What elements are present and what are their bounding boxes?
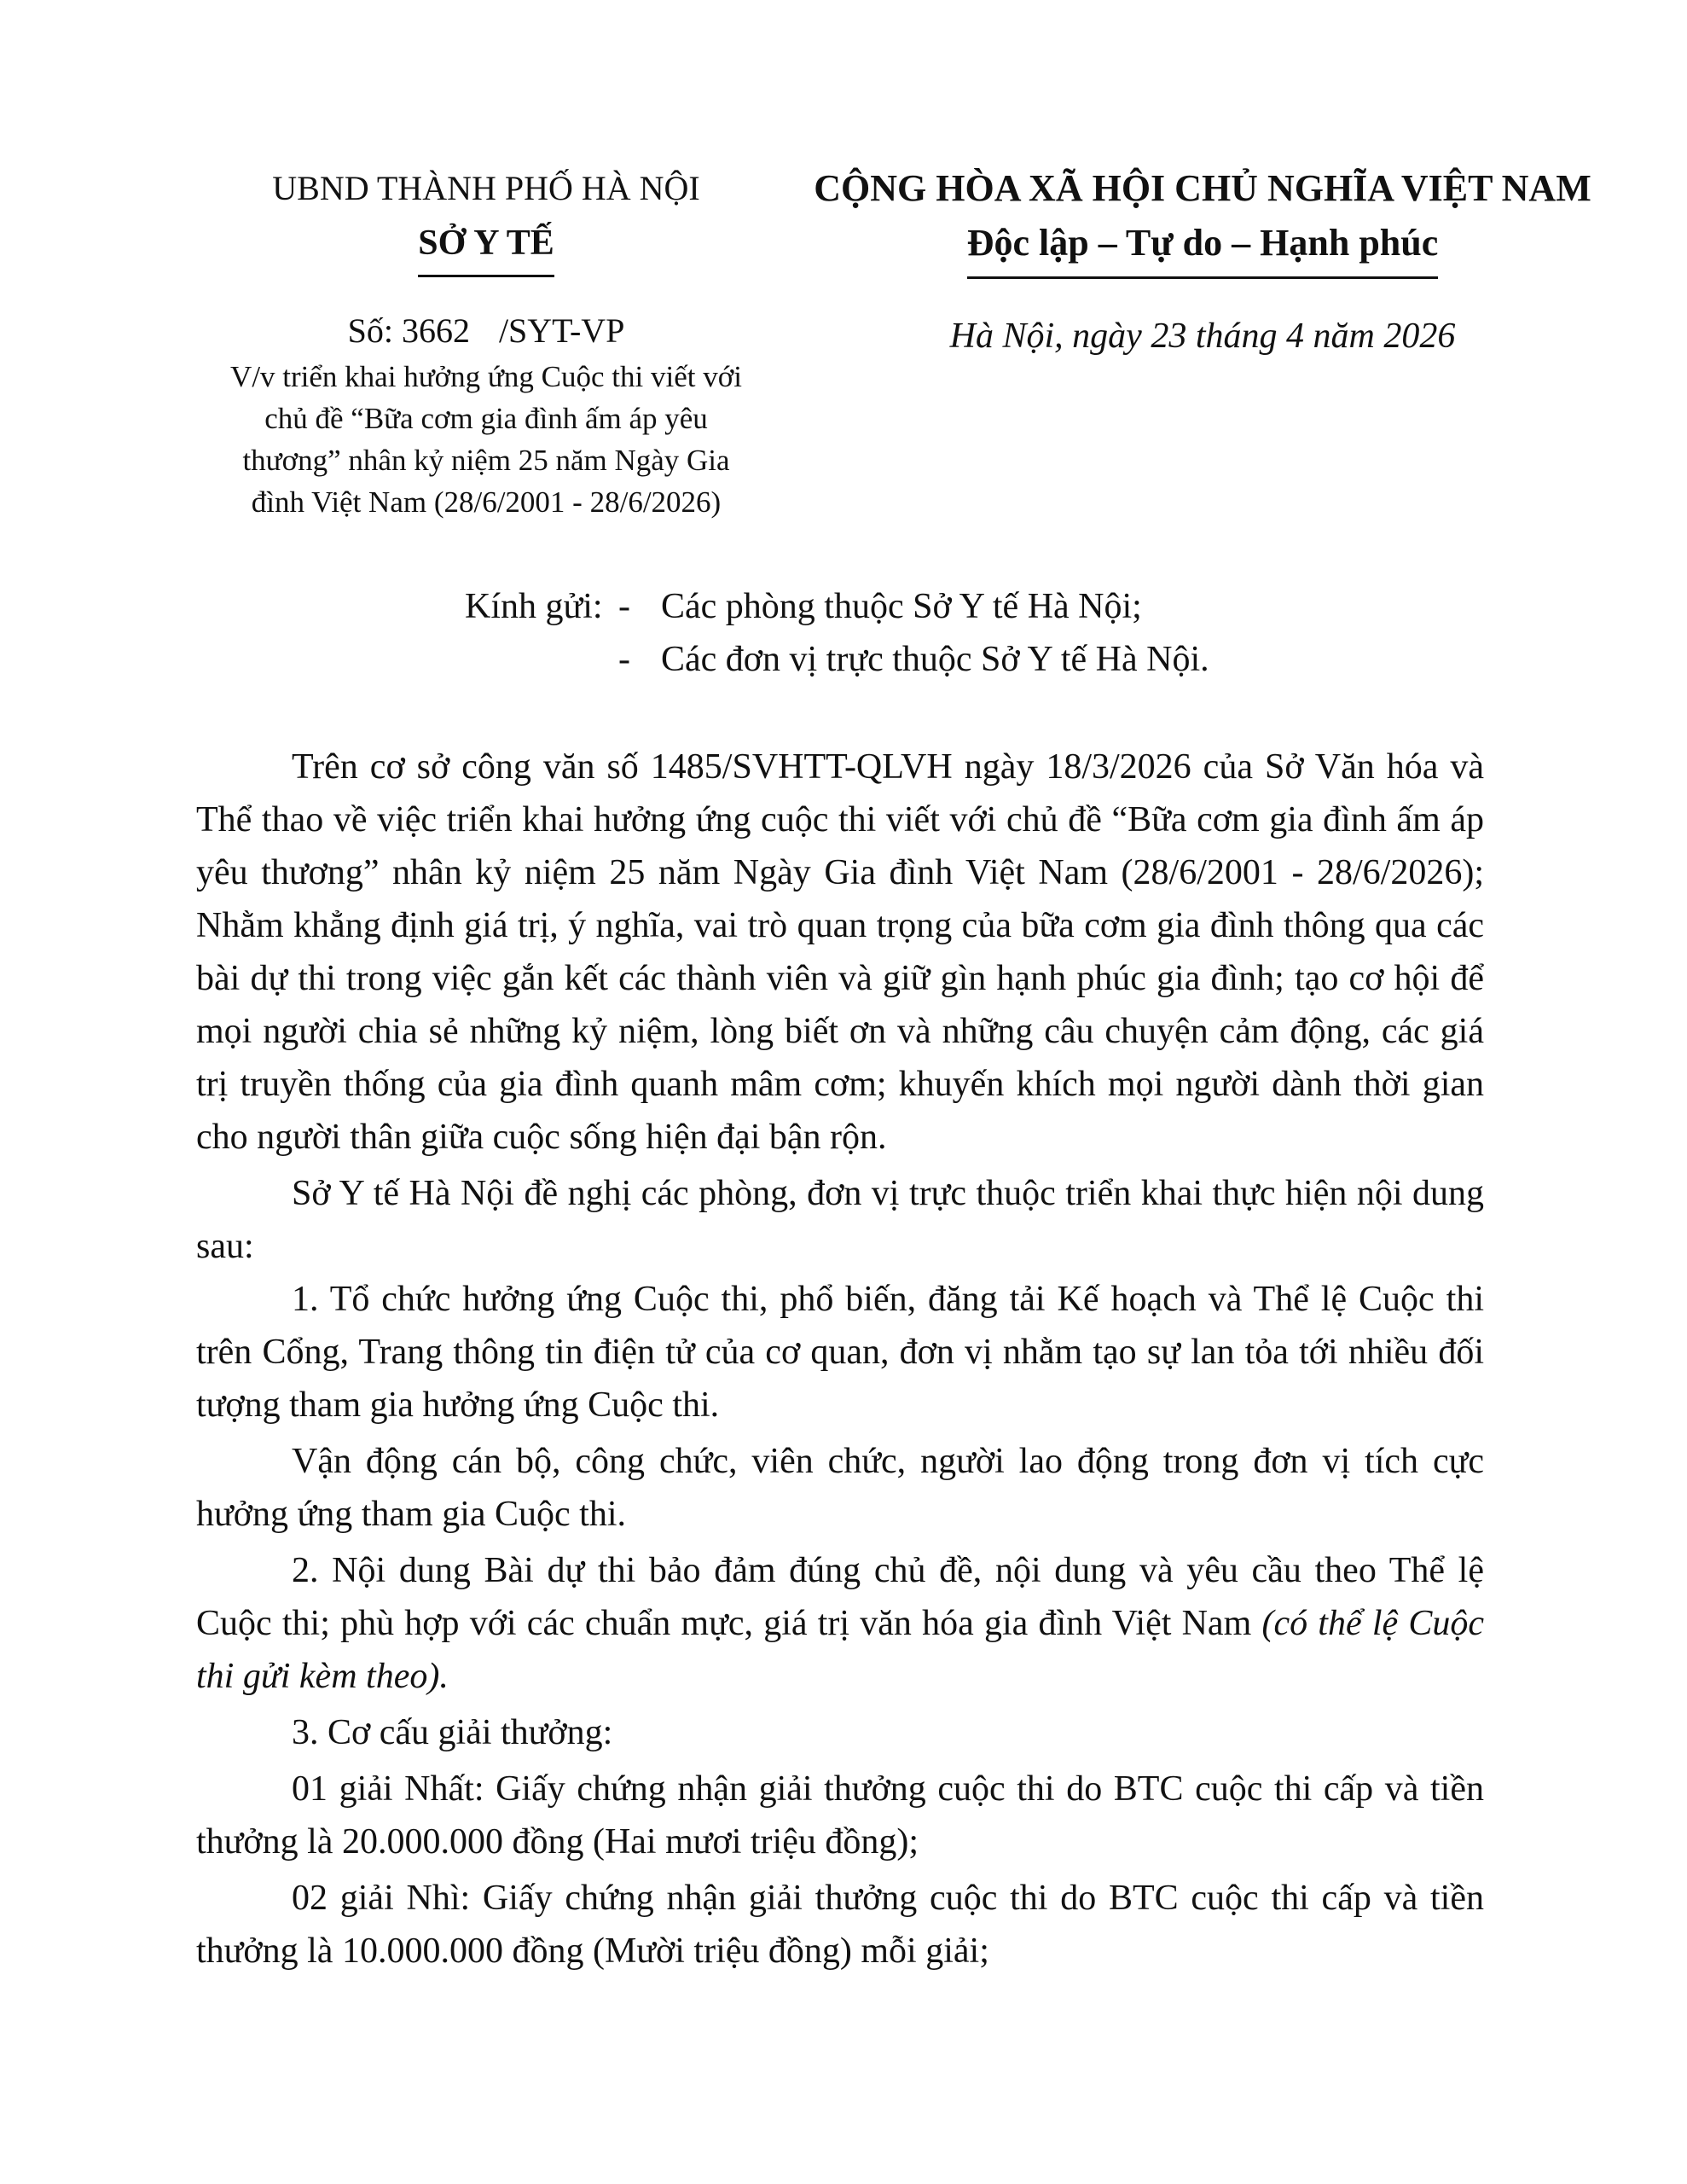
recipient-row <box>465 580 1209 633</box>
recipient-dash: - <box>618 640 630 679</box>
document-body <box>196 741 1484 1981</box>
body-paragraph: Trên cơ sở công văn số 1485/SVHTT-QLVH ngày 18/3/2026 của Sở Văn hóa và Thể thao về việc triển khai hưởng ứng cuộc thi viết với chủ đề “Bữa cơm gia đình ấm áp yêu thương” nhân kỷ niệm 25 năm Ngày Gia đình Việt Nam (28/6/2001 - 28/6/2026); Nhằm khẳng định giá trị, ý nghĩa, vai trò quan trọng của bữa cơm gia đình thông qua các bài dự thi trong việc gắn kết các thành viên và giữ gìn hạnh phúc gia đình; tạo cơ hội để mọi người chia sẻ những kỷ niệm, lòng biết ơn và những câu chuyện cảm động, các giá trị truyền thống của gia đình quanh mâm cơm; khuyến khích mọi người dành thời gian cho người thân giữa cuộc sống hiện đại bận rộn. <box>196 747 1484 1157</box>
recipients-block <box>465 580 1209 686</box>
body-paragraph: 3. Cơ cấu giải thưởng: <box>292 1713 613 1752</box>
national-motto: Độc lập – Tự do – Hạnh phúc <box>967 215 1439 279</box>
document-number-label: Số: 3662 <box>347 311 470 350</box>
recipient-dash: - <box>618 587 630 626</box>
document-number <box>162 306 810 356</box>
national-header <box>772 162 1633 361</box>
issuer-block <box>162 162 810 523</box>
place-date: Hà Nội, ngày 23 tháng 4 năm 2026 <box>949 317 1456 356</box>
body-paragraph: Vận động cán bộ, công chức, viên chức, người lao động trong đơn vị tích cực hưởng ứng tham gia Cuộc thi. <box>196 1442 1484 1534</box>
body-italic-note: (có thể lệ Cuộc thi gửi kèm theo). <box>196 1604 1485 1696</box>
document-number-suffix: /SYT-VP <box>498 311 625 350</box>
department-name: SỞ Y TẾ <box>418 215 554 277</box>
recipient-row <box>465 633 1209 686</box>
body-text: 2. Nội dung Bài dự thi bảo đảm đúng chủ đề, nội dung và yêu cầu theo Thể lệ Cuộc thi; phù hợp với các chuẩn mực, giá trị văn hóa gia đình Việt Nam <box>196 1551 1484 1643</box>
issuing-agency: UBND THÀNH PHỐ HÀ NỘI <box>272 169 700 207</box>
body-paragraph: 1. Tổ chức hưởng ứng Cuộc thi, phổ biến, đăng tải Kế hoạch và Thể lệ Cuộc thi trên Cổng, Trang thông tin điện tử của cơ quan, đơn vị nhằm tạo sự lan tỏa tới nhiều đối tượng tham gia hưởng ứng Cuộc thi. <box>196 1280 1484 1425</box>
recipient-item: Các đơn vị trực thuộc Sở Y tế Hà Nội. <box>661 640 1209 679</box>
document-subject: V/v triển khai hưởng ứng Cuộc thi viết với chủ đề “Bữa cơm gia đình ấm áp yêu thương” nhân kỷ niệm 25 năm Ngày Gia đình Việt Nam (28/6/2001 - 28/6/2026) <box>230 360 742 519</box>
body-paragraph: Sở Y tế Hà Nội đề nghị các phòng, đơn vị trực thuộc triển khai thực hiện nội dung sau: <box>196 1174 1484 1266</box>
body-paragraph: 01 giải Nhất: Giấy chứng nhận giải thưởng cuộc thi do BTC cuộc thi cấp và tiền thưởng là 20.000.000 đồng (Hai mươi triệu đồng); <box>196 1769 1484 1862</box>
nation-title: CỘNG HÒA XÃ HỘI CHỦ NGHĨA VIỆT NAM <box>814 167 1591 209</box>
body-paragraph <box>196 1544 1484 1703</box>
body-paragraph: 02 giải Nhì: Giấy chứng nhận giải thưởng cuộc thi do BTC cuộc thi cấp và tiền thưởng là 10.000.000 đồng (Mười triệu đồng) mỗi giải; <box>196 1879 1484 1971</box>
recipient-item: Các phòng thuộc Sở Y tế Hà Nội; <box>661 587 1142 626</box>
recipients-label: Kính gửi: <box>465 587 603 626</box>
